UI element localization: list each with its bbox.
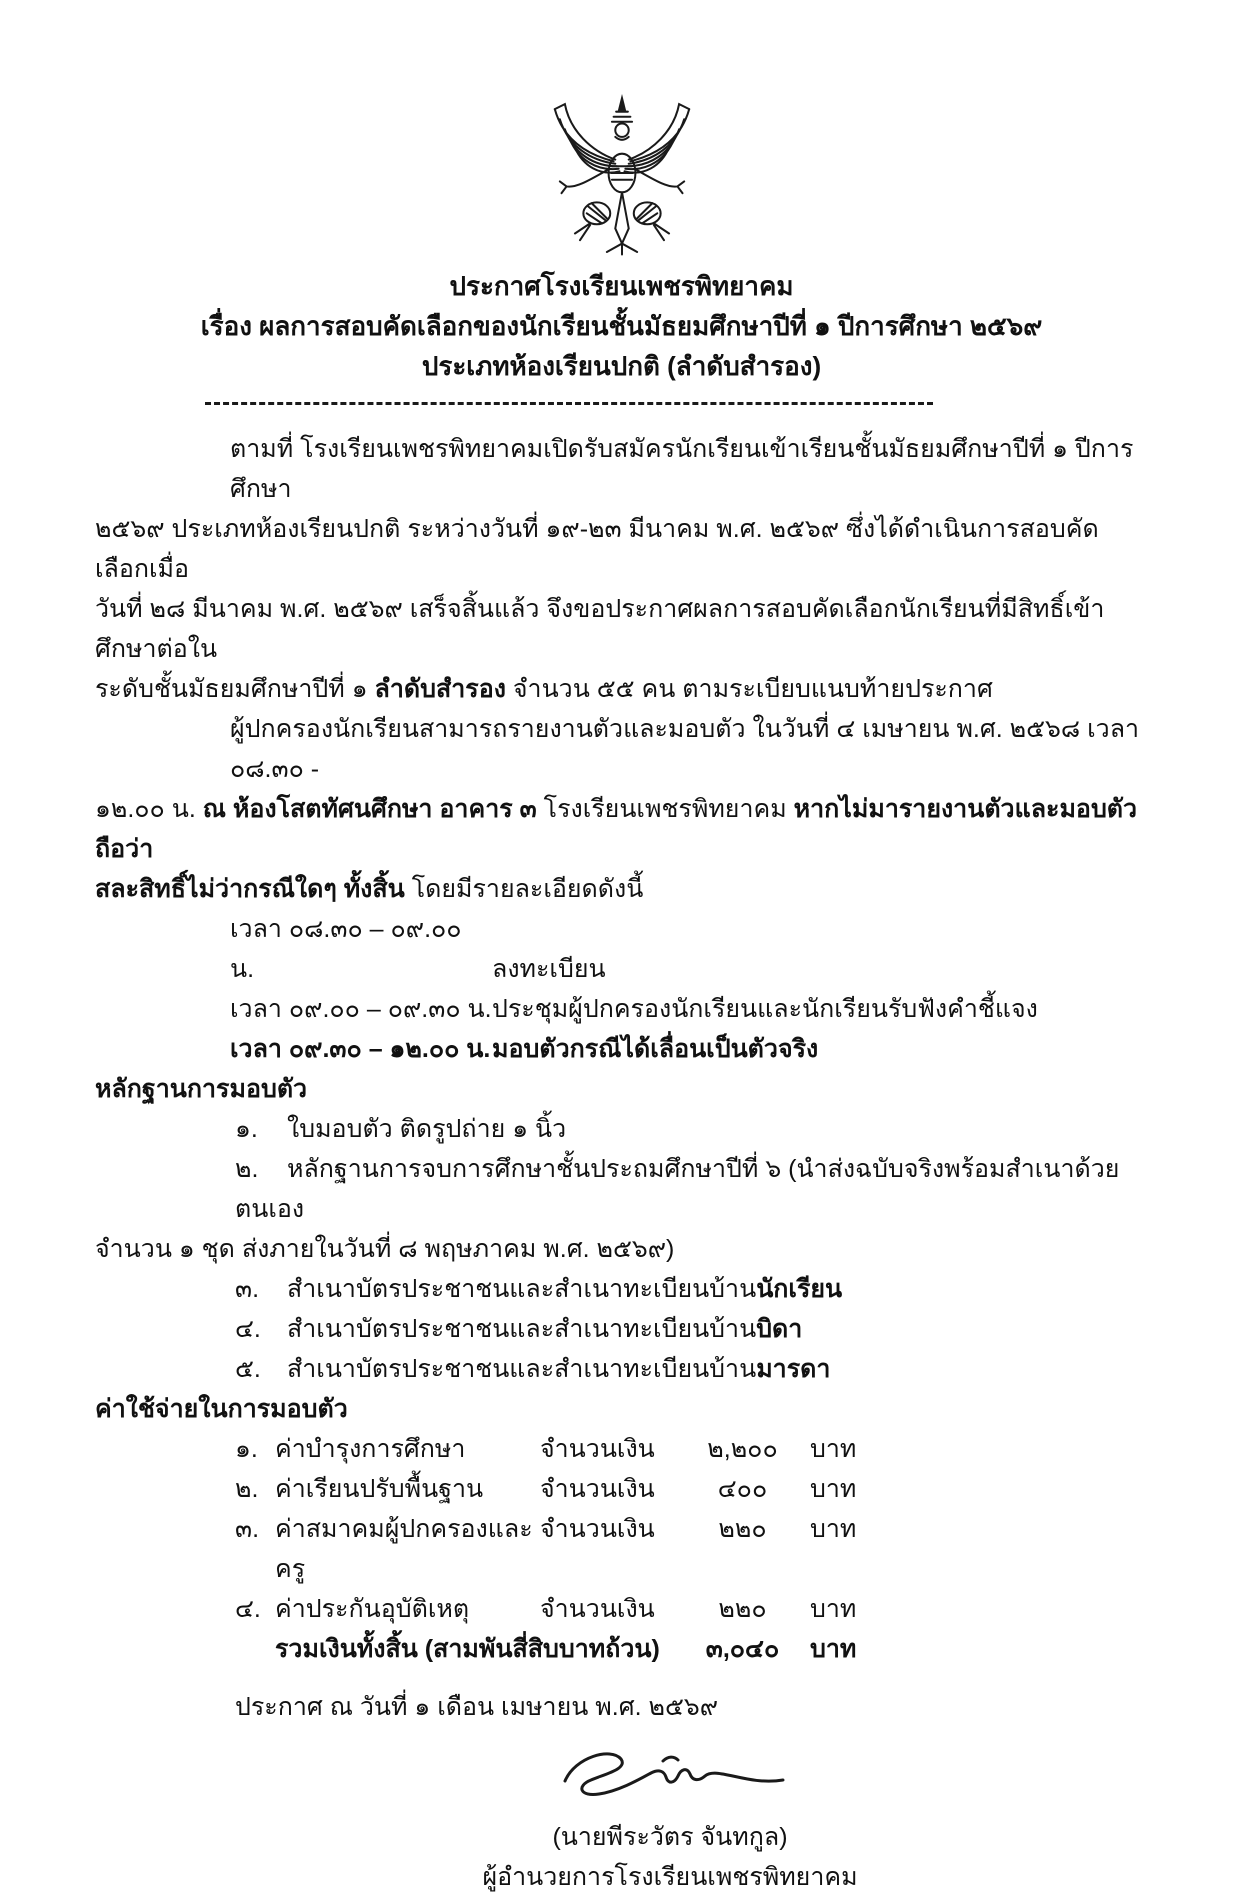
fee-number: ๓. (235, 1515, 260, 1543)
text-segment-bold: ณ ห้องโสตทัศนศึกษา อาคาร ๓ (202, 795, 537, 823)
announcement-subject: เรื่อง ผลการสอบคัดเลือกของนักเรียนชั้นมัธยมศึกษาปีที่ ๑ ปีการศึกษา ๒๕๖๙ (200, 311, 1043, 341)
fee-name: ค่าเรียนปรับพื้นฐาน (275, 1475, 484, 1503)
text-segment-bold: หากไม่มารายงานตัวและมอบตัวถือว่า (95, 795, 1138, 863)
item-text-bold: บิดา (756, 1315, 803, 1343)
schedule-activity: ลงทะเบียน (492, 955, 606, 983)
text-segment: วันที่ ๒๘ มีนาคม พ.ศ. ๒๕๖๙ เสร็จสิ้นแล้ว จึงขอประกาศผลการสอบคัดเลือกนักเรียนที่มีสิทธิ์เข้าศึกษาต่อใน (95, 595, 1105, 663)
item-text: ใบมอบตัว ติดรูปถ่าย ๑ นิ้ว (287, 1115, 567, 1143)
text-line (230, 429, 1148, 509)
evidence-heading: หลักฐานการมอบตัว (95, 1075, 308, 1103)
text-segment: ระดับชั้นมัธยมศึกษาปีที่ ๑ (95, 675, 375, 703)
item-number: ๔. (235, 1315, 261, 1343)
text-segment: โรงเรียนเพชรพิทยาคม (536, 795, 794, 823)
fee-row (235, 1589, 1148, 1629)
signature-icon (545, 1739, 795, 1817)
schedule-row (230, 1029, 1148, 1069)
dashed-divider (205, 402, 933, 405)
fee-unit: บาท (810, 1515, 857, 1543)
text-segment: ตามที่ โรงเรียนเพชรพิทยาคมเปิดรับสมัครนักเรียนเข้าเรียนชั้นมัธยมศึกษาปีที่ ๑ ปีการศึกษา (230, 435, 1134, 503)
text-line (95, 789, 1148, 869)
paragraph-report-date (95, 709, 1148, 909)
fee-amount: ๒๒๐ (718, 1595, 767, 1623)
fee-name: ค่าประกันอุบัติเหตุ (275, 1595, 470, 1623)
fee-number: ๒. (235, 1475, 259, 1503)
paragraph-intro (95, 429, 1148, 709)
evidence-item (235, 1269, 1148, 1309)
fee-unit: บาท (810, 1435, 857, 1463)
item-number: ๕. (235, 1355, 261, 1383)
fees-table (235, 1429, 1148, 1669)
fees-section (95, 1389, 1148, 1669)
text-segment: โดยมีรายละเอียดดังนี้ (404, 875, 644, 903)
text-segment-bold: สละสิทธิ์ไม่ว่ากรณีใดๆ ทั้งสิ้น (95, 875, 405, 903)
fees-heading: ค่าใช้จ่ายในการมอบตัว (95, 1395, 348, 1423)
schedule-list (95, 909, 1148, 1069)
signer-name: (นายพีระวัตร จันทกูล) (552, 1823, 788, 1851)
schedule-row (230, 989, 1148, 1029)
fee-unit: บาท (810, 1475, 857, 1503)
fee-unit: บาท (810, 1635, 857, 1663)
fee-amount-label: จำนวนเงิน (540, 1515, 655, 1543)
item-text-bold: มารดา (756, 1355, 831, 1383)
evidence-section (95, 1069, 1148, 1389)
fee-amount: ๒,๒๐๐ (707, 1435, 778, 1463)
text-segment: ๒๕๖๙ ประเภทห้องเรียนปกติ ระหว่างวันที่ ๑๙-๒๓ มีนาคม พ.ศ. ๒๕๖๙ ซึ่งได้ดำเนินการสอบคัดเลือกเมื่อ (95, 515, 1099, 583)
text-segment-bold: ลำดับสำรอง (374, 675, 506, 703)
item-text: สำเนาบัตรประชาชนและสำเนาทะเบียนบ้าน (287, 1315, 757, 1343)
signature-block (460, 1739, 880, 1897)
emblem-container (95, 88, 1148, 260)
evidence-item (235, 1309, 1148, 1349)
item-number: ๒. (235, 1155, 259, 1183)
schedule-row (230, 909, 1148, 989)
fee-number: ๑. (235, 1435, 258, 1463)
fee-total-row (235, 1629, 1148, 1669)
text-segment: ผู้ปกครองนักเรียนสามารถรายงานตัวและมอบตัว ในวันที่ ๔ เมษายน พ.ศ. ๒๕๖๘ เวลา ๐๘.๓๐ - (230, 715, 1140, 783)
evidence-item-continuation: จำนวน ๑ ชุด ส่งภายในวันที่ ๘ พฤษภาคม พ.ศ. ๒๕๖๙) (95, 1235, 675, 1263)
text-line (95, 589, 1148, 669)
fee-total-amount: ๓,๐๔๐ (705, 1635, 780, 1663)
garuda-emblem-icon (538, 88, 706, 258)
schedule-time: เวลา ๐๘.๓๐ – ๐๙.๐๐ น. (230, 915, 462, 983)
fee-amount-label: จำนวนเงิน (540, 1595, 655, 1623)
item-text-bold: นักเรียน (756, 1275, 843, 1303)
evidence-item (235, 1349, 1148, 1389)
item-text: หลักฐานการจบการศึกษาชั้นประถมศึกษาปีที่ ๖ (นำส่งฉบับจริงพร้อมสำเนาด้วยตนเอง (235, 1155, 1120, 1223)
fee-amount-label: จำนวนเงิน (540, 1475, 655, 1503)
text-segment: จำนวน ๕๕ คน ตามระเบียบแนบท้ายประกาศ (505, 675, 993, 703)
fee-name: ค่าบำรุงการศึกษา (275, 1435, 466, 1463)
fee-amount: ๔๐๐ (717, 1475, 768, 1503)
text-line (95, 869, 1148, 909)
fee-row (235, 1469, 1148, 1509)
fee-row (235, 1509, 1148, 1589)
text-segment: ๑๒.๐๐ น. (95, 795, 203, 823)
evidence-item (235, 1109, 1148, 1149)
schedule-time: เวลา ๐๙.๓๐ – ๑๒.๐๐ น. (230, 1035, 491, 1063)
signer-title: ผู้อำนวยการโรงเรียนเพชรพิทยาคม (482, 1863, 858, 1891)
item-number: ๑. (235, 1115, 258, 1143)
item-text: สำเนาบัตรประชาชนและสำเนาทะเบียนบ้าน (287, 1355, 757, 1383)
schedule-activity: มอบตัวกรณีได้เลื่อนเป็นตัวจริง (492, 1035, 819, 1063)
schedule-activity: ประชุมผู้ปกครองนักเรียนและนักเรียนรับฟังคำชี้แจง (492, 995, 1038, 1023)
fee-total-label: รวมเงินทั้งสิ้น (สามพันสี่สิบบาทถ้วน) (275, 1635, 660, 1663)
fee-amount: ๒๒๐ (718, 1515, 767, 1543)
fee-name: ค่าสมาคมผู้ปกครองและครู (275, 1515, 533, 1583)
announcement-title: ประกาศโรงเรียนเพชรพิทยาคม (449, 271, 794, 301)
title-block (95, 266, 1148, 386)
text-line (95, 669, 1148, 709)
fee-number: ๔. (235, 1595, 261, 1623)
announced-date: ประกาศ ณ วันที่ ๑ เดือน เมษายน พ.ศ. ๒๕๖๙ (235, 1693, 719, 1721)
fee-row (235, 1429, 1148, 1469)
text-line (230, 709, 1148, 789)
fee-unit: บาท (810, 1595, 857, 1623)
evidence-item (235, 1149, 1148, 1229)
schedule-time: เวลา ๐๙.๐๐ – ๐๙.๓๐ น. (230, 995, 492, 1023)
item-number: ๓. (235, 1275, 260, 1303)
fee-amount-label: จำนวนเงิน (540, 1435, 655, 1463)
item-text: สำเนาบัตรประชาชนและสำเนาทะเบียนบ้าน (287, 1275, 757, 1303)
announcement-category: ประเภทห้องเรียนปกติ (ลำดับสำรอง) (421, 351, 822, 381)
text-line (95, 509, 1148, 589)
